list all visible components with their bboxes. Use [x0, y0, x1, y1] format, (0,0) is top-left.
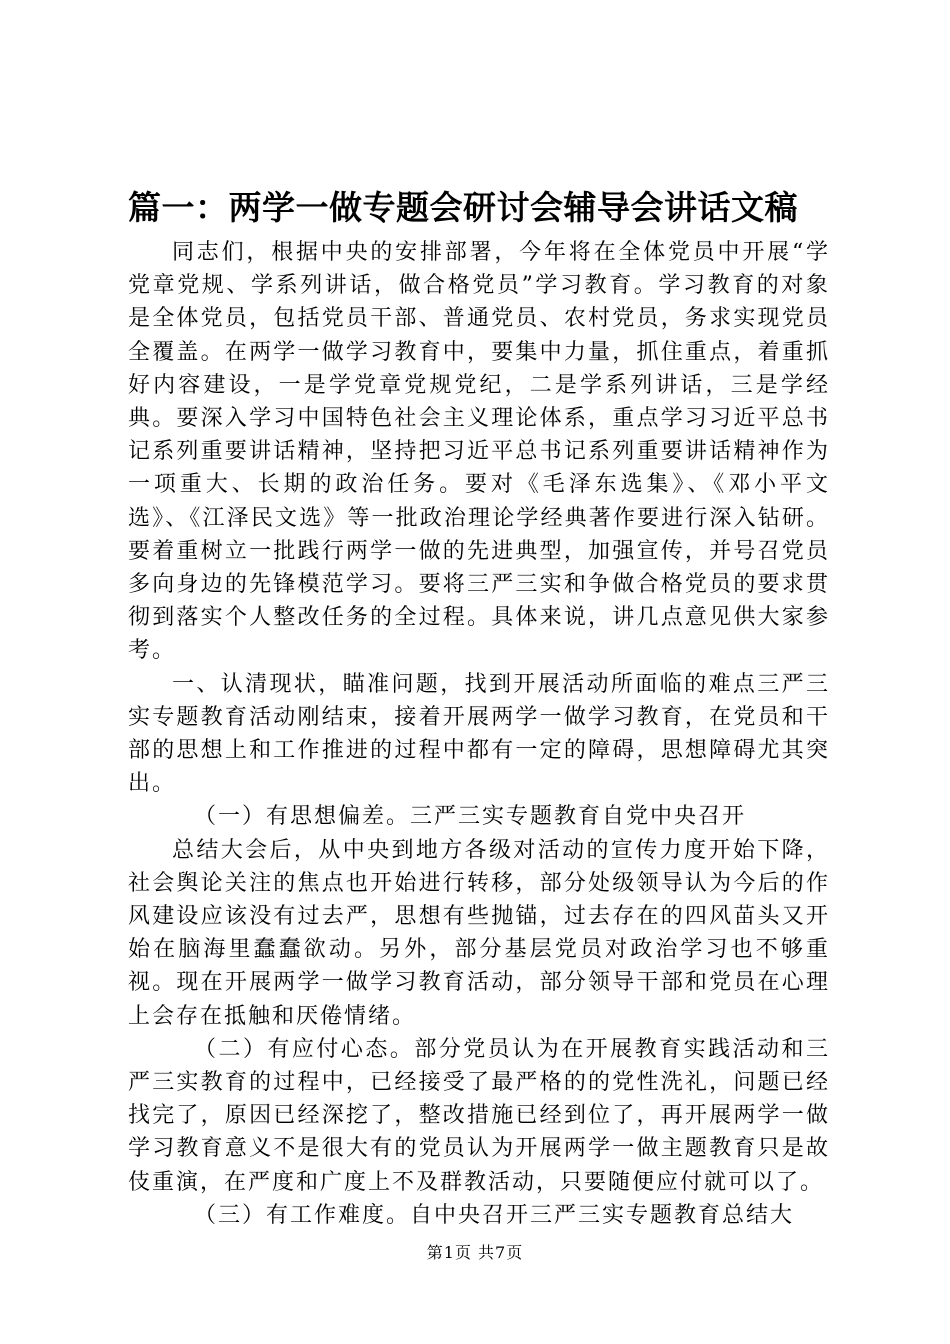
document-body — [128, 236, 830, 1232]
paragraph-sub-one: （一）有思想偏差。三严三实专题教育自党中央召开 — [194, 804, 747, 830]
paragraph-intro: 同志们，根据中央的安排部署，今年将在全体党员中开展“学党章党规、学系列讲话，做合格党员”学习教育。学习教育的对象是全体党员，包括党员干部、普通党员、农村党员，务求实现党员全覆盖。在两学一做学习教育中，要集中力量，抓住重点，着重抓好内容建设，一是学党章党规党纪，二是学系列讲话，三是学经典。要深入学习中国特色社会主义理论体系，重点学习习近平总书记系列重要讲话精神，坚持把习近平总书记系列重要讲话精神作为一项重大、长期的政治任务。要对《毛泽东选集》、《邓小平文选》、《江泽民文选》等一批政治理论学经典著作要进行深入钻研。要着重树立一批践行两学一做的先进典型，加强宣传，并号召党员多向身边的先锋模范学习。要将三严三实和争做合格党员的要求贯彻到落实个人整改任务的全过程。具体来说，讲几点意见供大家参考。 — [128, 240, 830, 664]
page-number-footer: 第1页 共7页 — [426, 1243, 524, 1262]
document-title: 篇一：两学一做专题会研讨会辅导会讲话文稿 — [128, 188, 798, 227]
paragraph-sub-one-cont: 总结大会后，从中央到地方各级对活动的宣传力度开始下降，社会舆论关注的焦点也开始进行转移，部分处级领导认为今后的作风建设应该没有过去严，思想有些抛锚，过去存在的四风苗头又开始在脑海里蠢蠢欲动。另外，部分基层党员对政治学习也不够重视。现在开展两学一做学习教育活动，部分领导干部和党员在心理上会存在抵触和厌倦情绪。 — [128, 837, 830, 1029]
paragraph-section-one: 一、认清现状，瞄准问题，找到开展活动所面临的难点三严三实专题教育活动刚结束，接着开展两学一做学习教育，在党员和干部的思想上和工作推进的过程中都有一定的障碍，思想障碍尤其突出。 — [128, 671, 830, 797]
paragraph-sub-two: （二）有应付心态。部分党员认为在开展教育实践活动和三严三实教育的过程中，已经接受了最严格的的党性洗礼，问题已经找完了，原因已经深挖了，整改措施已经到位了，再开展两学一做学习教育意义不是很大有的党员认为开展两学一做主题教育只是故伎重演，在严度和广度上不及群教活动，只要随便应付就可以了。 — [128, 1036, 830, 1195]
paragraph-sub-three: （三）有工作难度。自中央召开三严三实专题教育总结大 — [194, 1202, 795, 1228]
